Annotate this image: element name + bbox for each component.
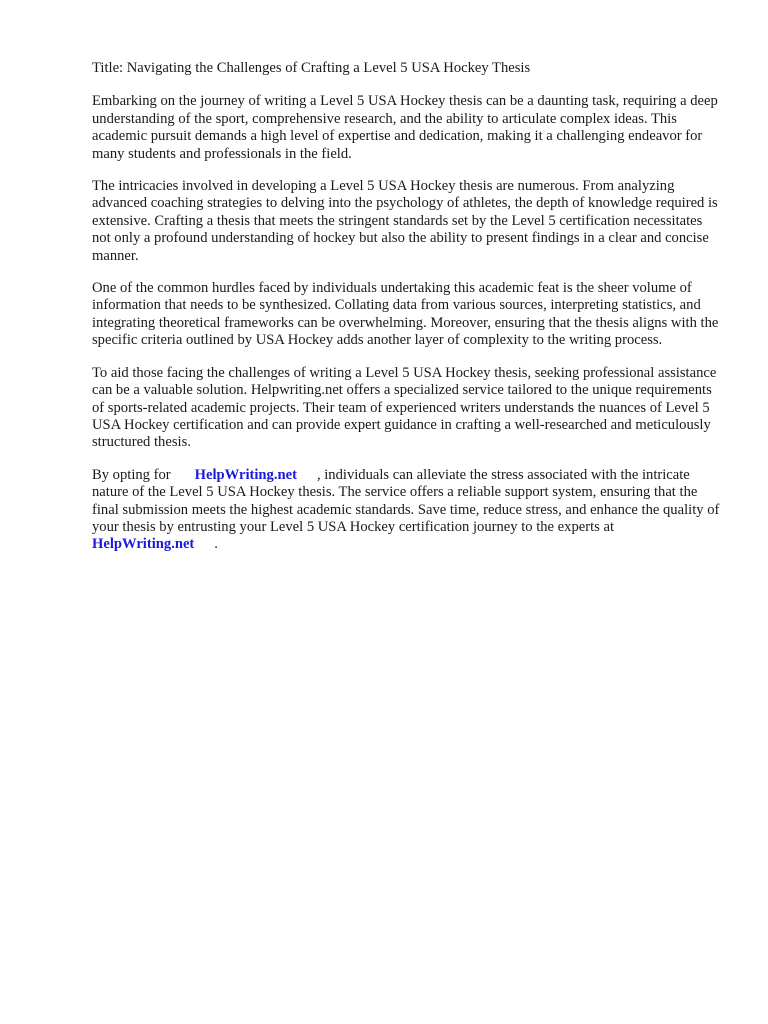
paragraph-assistance: To aid those facing the challenges of writing a Level 5 USA Hockey thesis, seeking professional assistance can be a valuable solution. Helpwriting.net offers a specialized service tailored to the unique requirements of sports-related academic projects. Their team of experienced writers understands the nuances of Level 5 USA Hockey certification and can provide expert guidance in crafting a well-researched and meticulously structured thesis. bbox=[92, 364, 717, 451]
paragraph-hurdles: One of the common hurdles faced by individuals undertaking this academic feat is the sheer volume of information that needs to be synthesized. Collating data from various sources, interpreting statistics, and integrating theoretical frameworks can be overwhelming. Moreover, ensuring that the thesis aligns with the specific criteria outlined by USA Hockey adds another layer of complexity to the writing process. bbox=[92, 280, 719, 349]
conclusion-text-end: . bbox=[214, 536, 218, 553]
document-title: Title: Navigating the Challenges of Crafting a Level 5 USA Hockey Thesis bbox=[92, 60, 531, 76]
paragraph-conclusion bbox=[92, 467, 722, 554]
conclusion-text-start: By opting for bbox=[92, 466, 171, 483]
document-page bbox=[92, 60, 722, 569]
paragraph-intro: Embarking on the journey of writing a Level 5 USA Hockey thesis can be a daunting task, requiring a deep understanding of the sport, comprehensive research, and the ability to articulate complex ideas. This academic pursuit demands a high level of expertise and dedication, making it a challenging endeavor for many students and professionals in the field. bbox=[92, 93, 718, 162]
conclusion-text-middle: , individuals can alleviate the stress associated with the intricate nature of the Level 5 USA Hockey thesis. The service offers a reliable support system, ensuring that the final submission meets the highest academic standards. Save time, reduce stress, and enhance the quality of your thesis by entrusting your Level 5 USA Hockey certification journey to the experts at bbox=[92, 466, 720, 535]
paragraph-intricacies: The intricacies involved in developing a Level 5 USA Hockey thesis are numerous. From analyzing advanced coaching strategies to delving into the psychology of athletes, the depth of knowledge required is extensive. Crafting a thesis that meets the stringent standards set by the Level 5 certification necessitates not only a profound understanding of hockey but also the ability to present findings in a clear and concise manner. bbox=[92, 178, 718, 264]
helpwriting-link-2[interactable]: HelpWriting.net bbox=[92, 536, 195, 553]
helpwriting-link-1[interactable]: HelpWriting.net bbox=[194, 466, 297, 483]
